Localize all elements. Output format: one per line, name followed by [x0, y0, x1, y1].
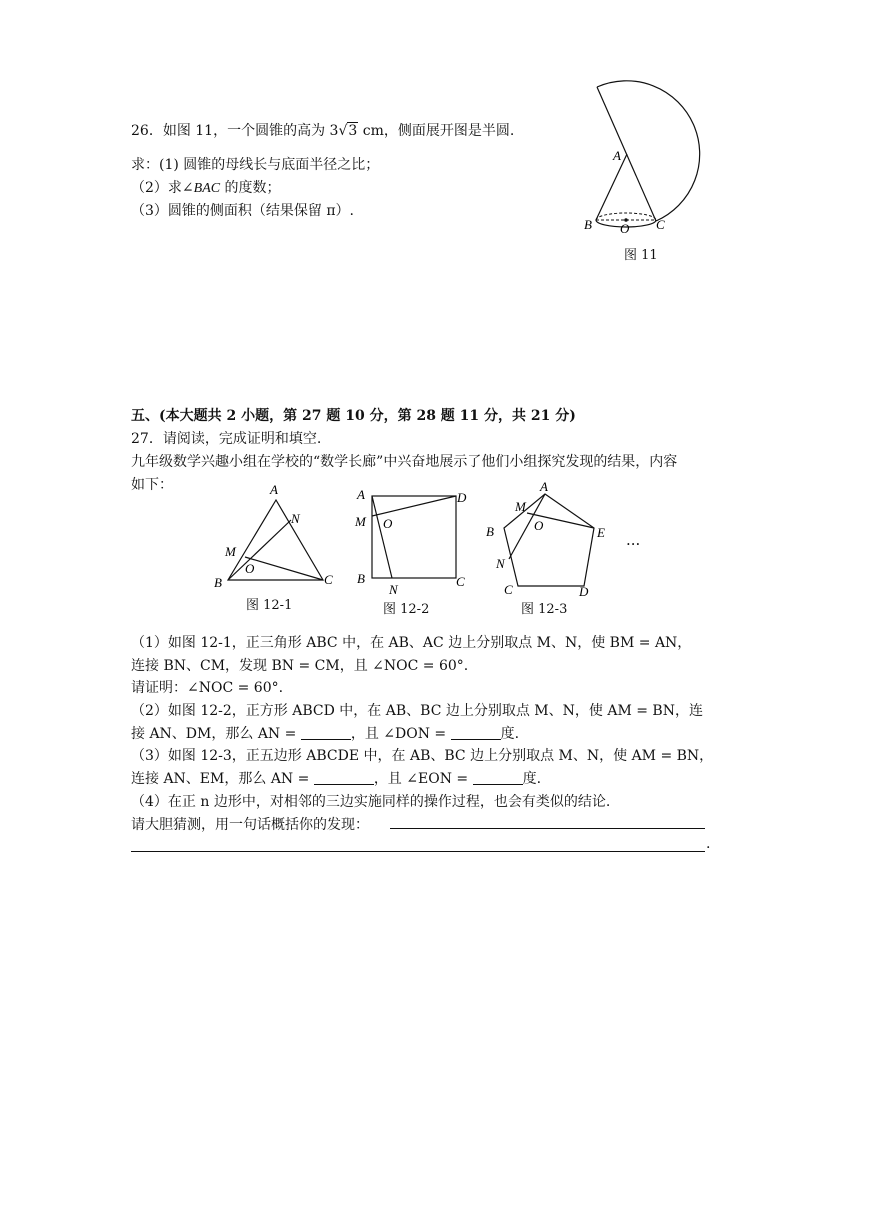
q27-p1-line2: 连接 BN、CM，发现 BN = CM，且 ∠NOC = 60°. [131, 658, 469, 674]
q27-p4-line2: 请大胆猜测，用一句话概括你的发现： [131, 817, 369, 833]
q27-intro-2: 九年级数学兴趣小组在学校的“数学长廊”中兴奋地展示了他们小组探究发现的结果，内容 [131, 454, 678, 470]
square-abcd [372, 496, 456, 578]
q26-height-coef: 3 [329, 123, 339, 139]
section5-heading: 五、(本大题共 2 小题，第 27 题 10 分，第 28 题 11 分，共 21 分) [131, 408, 576, 424]
label-a: A [357, 487, 365, 502]
figure-12-2 [350, 480, 475, 595]
triangle-abc [228, 500, 323, 580]
segment-bn [228, 520, 291, 580]
segment-an [372, 496, 392, 578]
label-c: C [456, 574, 465, 589]
figure-11-caption: 图 11 [624, 248, 658, 263]
answer-blank-angle-eon[interactable] [473, 770, 523, 785]
label-o: O [383, 516, 393, 531]
label-c: C [504, 582, 513, 597]
q27-p4-line1: （4）在正 n 边形中，对相邻的三边实施同样的操作过程，也会有类似的结论. [131, 794, 611, 810]
label-m: M [225, 544, 236, 559]
ellipsis: ··· [626, 535, 641, 553]
label-b: B [214, 575, 222, 590]
q26-ask-3: （3）圆锥的侧面积（结果保留 π）. [131, 203, 355, 219]
label-b: B [584, 217, 592, 232]
answer-line-end: . [706, 836, 711, 852]
label-b: B [486, 524, 494, 539]
figure-12-3 [480, 480, 620, 600]
q27-intro-3: 如下： [131, 477, 173, 493]
cone-side-ab [596, 154, 627, 220]
label-a: A [540, 480, 548, 494]
label-a: A [613, 148, 621, 163]
q26-ask-2: （2）求∠BAC 的度数； [131, 180, 281, 196]
segment-dm [372, 496, 456, 516]
q26-height-radicand: 3 [348, 123, 358, 139]
label-o: O [534, 518, 544, 533]
label-m: M [515, 499, 526, 514]
label-n: N [389, 582, 398, 595]
sqrt-symbol: √3 [338, 123, 358, 139]
label-b: B [357, 571, 365, 586]
figure-11 [575, 80, 705, 265]
label-n: N [496, 556, 505, 571]
q26-line1: 26．如图 11，一个圆锥的高为 3√3 cm，侧面展开图是半圆. [131, 123, 515, 139]
answer-blank-angle-don[interactable] [451, 725, 501, 740]
q27-p3-line2: 连接 AN、EM，那么 AN = ，且 ∠EON = 度. [131, 771, 542, 787]
label-d: D [579, 584, 589, 599]
label-c: C [324, 572, 333, 587]
answer-line-2[interactable] [131, 851, 705, 852]
answer-blank-an[interactable] [314, 770, 374, 785]
answer-line-1[interactable] [390, 828, 705, 829]
q27-intro-1: 27．请阅读，完成证明和填空. [131, 431, 322, 447]
label-c: C [656, 217, 665, 232]
q27-p2-line1: （2）如图 12-2，正方形 ABCD 中，在 AB、BC 边上分别取点 M、N，使 AM = BN，连 [131, 703, 703, 719]
label-m: M [355, 514, 366, 529]
figure-12-1-caption: 图 12-1 [246, 598, 293, 613]
q27-p3-line1: （3）如图 12-3，正五边形 ABCDE 中，在 AB、BC 边上分别取点 M、N，使 AM = BN， [131, 748, 714, 764]
figure-12-1 [205, 480, 345, 590]
label-o: O [620, 221, 630, 236]
q27-p1-line1: （1）如图 12-1，正三角形 ABC 中，在 AB、AC 边上分别取点 M、N，使 BM = AN， [131, 635, 692, 651]
figure-12-3-caption: 图 12-3 [521, 602, 568, 617]
label-a: A [270, 482, 278, 497]
q26-ask-1: 求：(1) 圆锥的母线长与底面半径之比； [131, 157, 380, 173]
label-e: E [597, 525, 605, 540]
label-n: N [291, 511, 300, 526]
label-d: D [457, 490, 467, 505]
q27-p1-line3: 请证明：∠NOC = 60°. [131, 680, 284, 696]
answer-blank-an[interactable] [301, 725, 351, 740]
figure-12-2-caption: 图 12-2 [383, 602, 430, 617]
q27-p2-line2: 接 AN、DM，那么 AN = ，且 ∠DON = 度. [131, 726, 520, 742]
label-o: O [245, 561, 255, 576]
